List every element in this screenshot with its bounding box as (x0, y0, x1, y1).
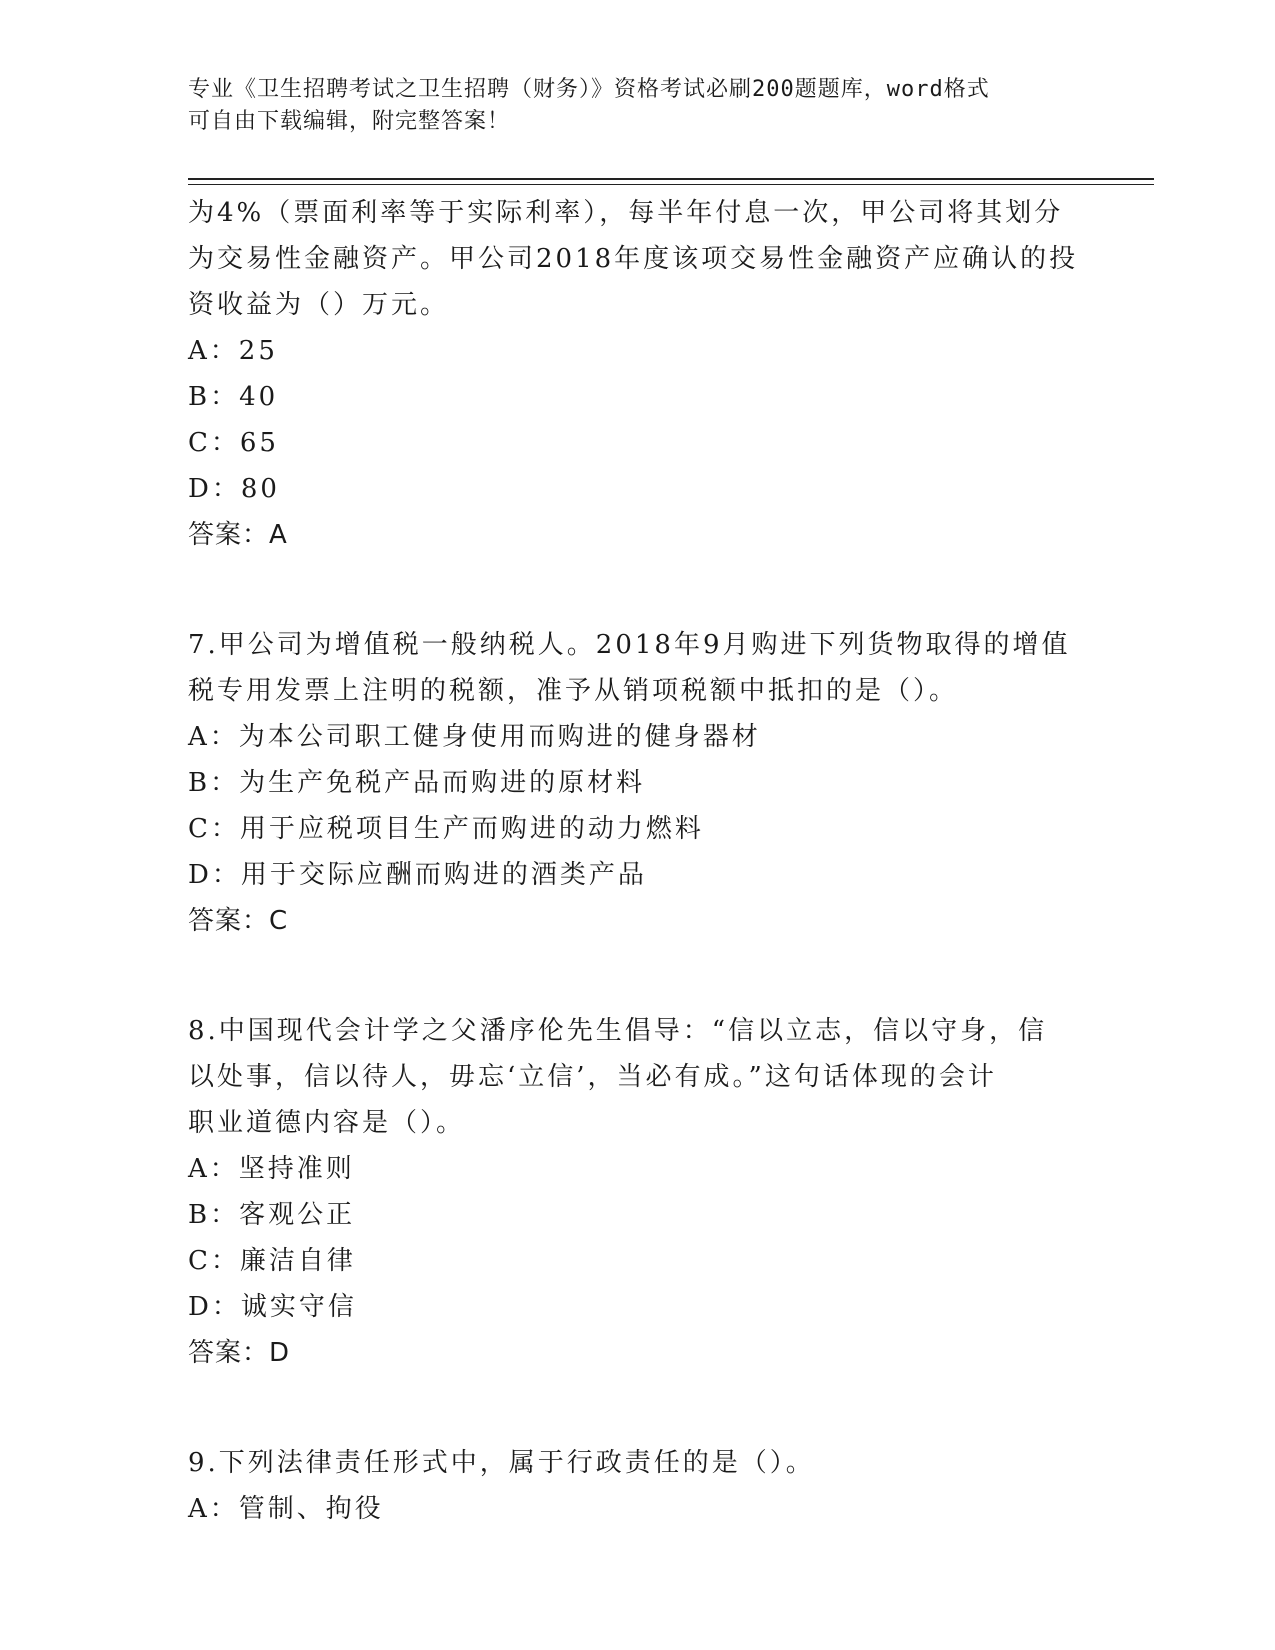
answer: 答案：A (188, 520, 288, 550)
option-d: D：诚实守信 (188, 1292, 357, 1322)
question-list (188, 190, 1088, 1532)
option-d: D：用于交际应酬而购进的酒类产品 (188, 860, 647, 890)
document-header (188, 74, 1088, 138)
header-divider-thin (188, 184, 1154, 185)
question-text-line: 职业道德内容是（）。 (188, 1108, 466, 1138)
answer: 答案：C (188, 906, 289, 936)
option-d: D：80 (188, 474, 280, 504)
option-c: C：65 (188, 428, 279, 458)
header-title-line1: 专业《卫生招聘考试之卫生招聘（财务）》资格考试必刷200题题库，word格式 (188, 77, 990, 102)
question-text-line: 为4%（票面利率等于实际利率），每半年付息一次，甲公司将其划分 (188, 198, 1064, 228)
option-a: A：25 (188, 336, 278, 366)
question-9 (188, 1440, 1088, 1532)
header-title-line2: 可自由下载编辑，附完整答案！ (188, 109, 511, 134)
question-text-line: 税专用发票上注明的税额，准予从销项税额中抵扣的是（）。 (188, 676, 959, 706)
question-text-line: 9.下列法律责任形式中，属于行政责任的是（）。 (188, 1448, 815, 1478)
header-divider-thick (188, 178, 1154, 180)
question-text-line: 8.中国现代会计学之父潘序伦先生倡导：“信以立志，信以守身，信 (188, 1016, 1048, 1046)
question-text-line: 为交易性金融资产。甲公司2018年度该项交易性金融资产应确认的投 (188, 244, 1079, 274)
question-8 (188, 1008, 1088, 1376)
question-text-line: 以处事，信以待人，毋忘‘立信’，当必有成。”这句话体现的会计 (188, 1062, 997, 1092)
question-spacer (188, 944, 1088, 1008)
option-b: B：客观公正 (188, 1200, 356, 1230)
option-b: B：40 (188, 382, 279, 412)
question-text-line: 7.甲公司为增值税一般纳税人。2018年9月购进下列货物取得的增值 (188, 630, 1071, 660)
option-c: C：廉洁自律 (188, 1246, 356, 1276)
option-b: B：为生产免税产品而购进的原材料 (188, 768, 646, 798)
option-c: C：用于应税项目生产而购进的动力燃料 (188, 814, 704, 844)
question-spacer (188, 1376, 1088, 1440)
question-text-line: 资收益为（）万元。 (188, 290, 450, 320)
option-a: A：为本公司职工健身使用而购进的健身器材 (188, 722, 761, 752)
question-spacer (188, 558, 1088, 622)
option-a: A：坚持准则 (188, 1154, 355, 1184)
question-6 (188, 190, 1088, 558)
option-a: A：管制、拘役 (188, 1494, 384, 1524)
answer: 答案：D (188, 1338, 291, 1368)
question-7 (188, 622, 1088, 944)
